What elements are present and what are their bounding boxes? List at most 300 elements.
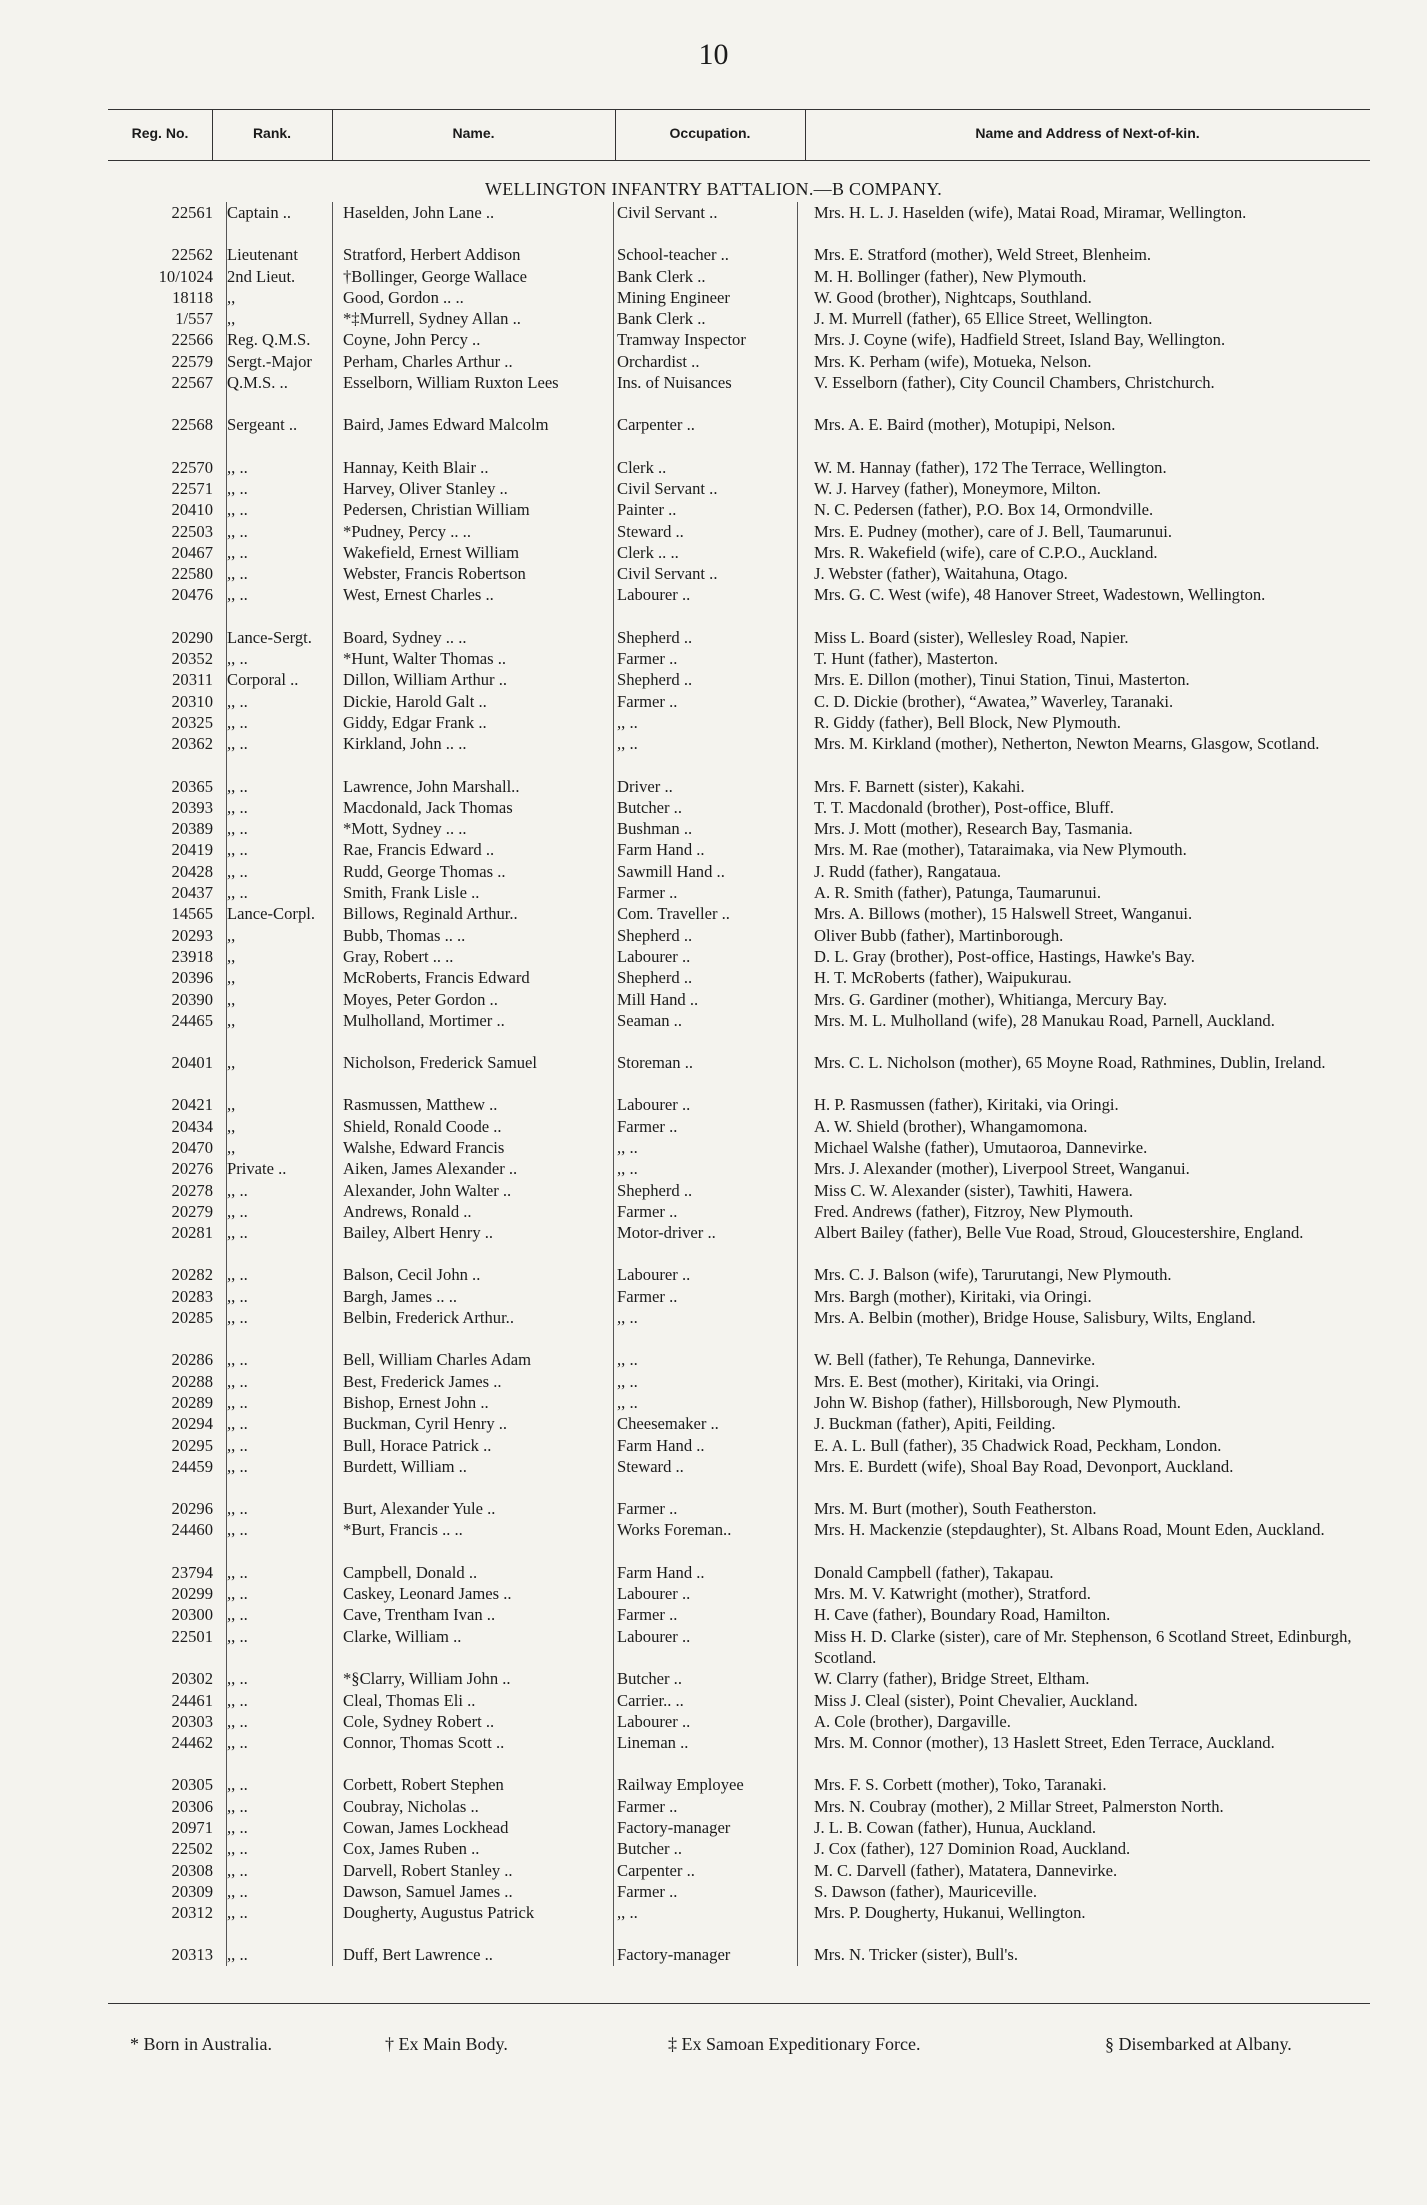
name-cell: Harvey, Oliver Stanley .. — [343, 478, 508, 498]
next-of-kin-cell: Miss J. Cleal (sister), Point Chevalier, Auckland. — [814, 1690, 1138, 1710]
next-of-kin-cell: Mrs. H. Mackenzie (stepdaughter), St. Albans Road, Mount Eden, Auckland. — [814, 1520, 1325, 1540]
next-of-kin-cell: Mrs. M. Kirkland (mother), Netherton, Newton Mearns, Glasgow, Scotland. — [814, 734, 1320, 754]
table-row — [108, 1626, 1370, 1669]
reg-no-cell: 22501 — [171, 1626, 213, 1646]
occupation-cell: Labourer .. — [617, 1626, 691, 1646]
rank-cell: ,, .. — [227, 1201, 248, 1221]
rank-cell: ,, .. — [227, 1562, 248, 1582]
table-row — [108, 1944, 1370, 1965]
rank-cell: ,, .. — [227, 1669, 248, 1689]
table-row — [108, 202, 1370, 223]
occupation-cell: Shepherd .. — [617, 627, 693, 647]
occupation-cell: ,, .. — [617, 1159, 638, 1179]
occupation-cell: Shepherd .. — [617, 925, 693, 945]
next-of-kin-cell: W. Bell (father), Te Rehunga, Dannevirke. — [814, 1350, 1096, 1370]
table-row — [108, 1094, 1370, 1115]
name-cell: *Mott, Sydney .. .. — [343, 819, 467, 839]
table-row — [108, 1286, 1370, 1307]
occupation-cell: Shepherd .. — [617, 670, 693, 690]
reg-no-cell: 20393 — [171, 797, 213, 817]
reg-no-cell: 20401 — [171, 1053, 213, 1073]
reg-no-cell: 22570 — [171, 457, 213, 477]
row-spacer — [108, 1477, 1370, 1498]
rank-cell: ,, — [227, 309, 236, 329]
occupation-cell: Farmer .. — [617, 1286, 678, 1306]
next-of-kin-cell: Mrs. G. C. West (wife), 48 Hanover Street, Wadestown, Wellington. — [814, 585, 1266, 605]
reg-no-cell: 20467 — [171, 542, 213, 562]
table-row — [108, 882, 1370, 903]
table-row — [108, 1881, 1370, 1902]
next-of-kin-cell: Mrs. M. Burt (mother), South Featherston. — [814, 1499, 1097, 1519]
rank-cell: ,, .. — [227, 649, 248, 669]
rank-cell: ,, .. — [227, 1903, 248, 1923]
name-cell: Clarke, William .. — [343, 1626, 462, 1646]
reg-no-cell: 20282 — [171, 1265, 213, 1285]
name-cell: Mulholland, Mortimer .. — [343, 1010, 505, 1030]
reg-no-cell: 22567 — [171, 373, 213, 393]
name-cell: Rasmussen, Matthew .. — [343, 1095, 498, 1115]
reg-no-cell: 20419 — [171, 840, 213, 860]
table-row — [108, 563, 1370, 584]
table-row — [108, 669, 1370, 690]
next-of-kin-cell: Albert Bailey (father), Belle Vue Road, Stroud, Gloucestershire, England. — [814, 1223, 1304, 1243]
name-cell: Cowan, James Lockhead — [343, 1818, 509, 1837]
occupation-cell: Farmer .. — [617, 1201, 678, 1221]
reg-no-cell: 20313 — [171, 1945, 213, 1965]
next-of-kin-cell: Mrs. M. L. Mulholland (wife), 28 Manukau Road, Parnell, Auckland. — [814, 1010, 1275, 1030]
occupation-cell: Farmer .. — [617, 1499, 678, 1519]
next-of-kin-cell: R. Giddy (father), Bell Block, New Plymouth. — [814, 712, 1121, 732]
next-of-kin-cell: Mrs. E. Burdett (wife), Shoal Bay Road, Devonport, Auckland. — [814, 1456, 1234, 1476]
table-row — [108, 1201, 1370, 1222]
next-of-kin-cell: Mrs. J. Coyne (wife), Hadfield Street, Island Bay, Wellington. — [814, 330, 1226, 350]
row-spacer — [108, 755, 1370, 776]
name-cell: Dawson, Samuel James .. — [343, 1881, 513, 1901]
name-cell: Coubray, Nicholas .. — [343, 1796, 479, 1816]
rank-cell: ,, .. — [227, 1733, 248, 1753]
rank-cell: ,, .. — [227, 883, 248, 903]
reg-no-cell: 22580 — [171, 564, 213, 584]
next-of-kin-cell: Mrs. A. Belbin (mother), Bridge House, Salisbury, Wilts, England. — [814, 1308, 1256, 1328]
name-cell: Billows, Reginald Arthur.. — [343, 904, 518, 924]
col-header-occupation: Occupation. — [669, 125, 751, 141]
rank-cell: ,, — [227, 1095, 236, 1115]
occupation-cell: ,, .. — [617, 1392, 638, 1412]
name-cell: Stratford, Herbert Addison — [343, 245, 521, 265]
rank-cell: Private .. — [227, 1159, 287, 1179]
table-row — [108, 797, 1370, 818]
table-row — [108, 542, 1370, 563]
next-of-kin-cell: Mrs. H. L. J. Haselden (wife), Matai Road, Miramar, Wellington. — [814, 203, 1247, 222]
next-of-kin-cell: J. Webster (father), Waitahuna, Otago. — [814, 564, 1068, 584]
row-spacer — [108, 1328, 1370, 1349]
rank-cell: ,, .. — [227, 1414, 248, 1434]
table-row — [108, 776, 1370, 797]
reg-no-cell: 20352 — [171, 649, 213, 669]
rank-cell: Lieutenant — [227, 245, 298, 265]
occupation-cell: Orchardist .. — [617, 351, 700, 371]
name-cell: Wakefield, Ernest William — [343, 542, 520, 562]
rank-cell: ,, .. — [227, 1881, 248, 1901]
reg-no-cell: 22566 — [171, 330, 213, 350]
name-cell: Aiken, James Alexander .. — [343, 1159, 518, 1179]
rank-cell: ,, — [227, 1010, 236, 1030]
next-of-kin-cell: Mrs. Bargh (mother), Kiritaki, via Oringi. — [814, 1286, 1092, 1306]
rank-cell: ,, — [227, 968, 236, 988]
table-row — [108, 861, 1370, 882]
next-of-kin-cell: Mrs. C. J. Balson (wife), Tarurutangi, New Plymouth. — [814, 1265, 1172, 1285]
table-row — [108, 839, 1370, 860]
rank-cell: ,, .. — [227, 1456, 248, 1476]
occupation-cell: ,, .. — [617, 712, 638, 732]
row-spacer — [108, 436, 1370, 457]
name-cell: Bull, Horace Patrick .. — [343, 1435, 492, 1455]
name-cell: Dougherty, Augustus Patrick — [343, 1903, 535, 1923]
next-of-kin-cell: Mrs. N. Coubray (mother), 2 Millar Street, Palmerston North. — [814, 1796, 1224, 1816]
reg-no-cell: 20396 — [171, 968, 213, 988]
name-cell: Bubb, Thomas .. .. — [343, 925, 466, 945]
table-row — [108, 733, 1370, 754]
table-row — [108, 478, 1370, 499]
reg-no-cell: 24465 — [171, 1010, 213, 1030]
next-of-kin-cell: J. M. Murrell (father), 65 Ellice Street, Wellington. — [814, 309, 1153, 329]
next-of-kin-cell: Mrs. A. Billows (mother), 15 Halswell Street, Wanganui. — [814, 904, 1193, 924]
next-of-kin-cell: Mrs. F. S. Corbett (mother), Toko, Taranaki. — [814, 1775, 1107, 1795]
next-of-kin-cell: Mrs. E. Best (mother), Kiritaki, via Oringi. — [814, 1371, 1100, 1391]
rank-cell: ,, .. — [227, 585, 248, 605]
next-of-kin-cell: J. Cox (father), 127 Dominion Road, Auckland. — [814, 1839, 1131, 1859]
name-cell: Bargh, James .. .. — [343, 1286, 457, 1306]
occupation-cell: ,, .. — [617, 1903, 638, 1923]
name-cell: Macdonald, Jack Thomas — [343, 797, 513, 817]
rank-cell: ,, — [227, 946, 236, 966]
occupation-cell: Bushman .. — [617, 819, 693, 839]
row-spacer — [108, 1073, 1370, 1094]
name-cell: Lawrence, John Marshall.. — [343, 776, 520, 796]
next-of-kin-cell: J. Rudd (father), Rangataua. — [814, 861, 1002, 881]
reg-no-cell: 14565 — [171, 904, 213, 924]
reg-no-cell: 20283 — [171, 1286, 213, 1306]
reg-no-cell: 20303 — [171, 1711, 213, 1731]
occupation-cell: Bank Clerk .. — [617, 266, 706, 286]
rank-cell: ,, .. — [227, 712, 248, 732]
table-row — [108, 989, 1370, 1010]
name-cell: *Burt, Francis .. .. — [343, 1520, 463, 1540]
occupation-cell: Labourer .. — [617, 946, 691, 966]
reg-no-cell: 10/1024 — [158, 266, 213, 286]
occupation-cell: Tramway Inspector — [617, 330, 746, 350]
name-cell: Connor, Thomas Scott .. — [343, 1733, 505, 1753]
table-row — [108, 329, 1370, 350]
table-row — [108, 1010, 1370, 1031]
occupation-cell: Driver .. — [617, 776, 673, 796]
name-cell: Hannay, Keith Blair .. — [343, 457, 489, 477]
name-cell: Giddy, Edgar Frank .. — [343, 712, 487, 732]
table-row — [108, 1498, 1370, 1519]
roster-table — [108, 202, 1370, 1966]
name-cell: Campbell, Donald .. — [343, 1562, 478, 1582]
next-of-kin-cell: Mrs. M. Rae (mother), Tataraimaka, via New Plymouth. — [814, 840, 1187, 860]
reg-no-cell: 20276 — [171, 1159, 213, 1179]
footnotes — [0, 2034, 1427, 2060]
table-row — [108, 1902, 1370, 1923]
reg-no-cell: 18118 — [172, 287, 213, 307]
row-spacer — [108, 1243, 1370, 1264]
reg-no-cell: 22568 — [171, 415, 213, 435]
row-spacer — [108, 1753, 1370, 1774]
rank-cell: ,, .. — [227, 1392, 248, 1412]
rank-cell: ,, .. — [227, 861, 248, 881]
next-of-kin-cell: J. Buckman (father), Apiti, Feilding. — [814, 1414, 1056, 1434]
table-row — [108, 648, 1370, 669]
reg-no-cell: 22561 — [171, 203, 213, 222]
table-row — [108, 457, 1370, 478]
reg-no-cell: 20470 — [171, 1137, 213, 1157]
occupation-cell: Shepherd .. — [617, 1180, 693, 1200]
occupation-cell: Butcher .. — [617, 797, 682, 817]
next-of-kin-cell: J. L. B. Cowan (father), Hunua, Auckland. — [814, 1818, 1097, 1837]
table-row — [108, 946, 1370, 967]
occupation-cell: Farmer .. — [617, 649, 678, 669]
next-of-kin-cell: Miss C. W. Alexander (sister), Tawhiti, Hawera. — [814, 1180, 1133, 1200]
table-row — [108, 1371, 1370, 1392]
rank-cell: ,, .. — [227, 1711, 248, 1731]
name-cell: Dickie, Harold Galt .. — [343, 691, 487, 711]
table-row — [108, 1264, 1370, 1285]
reg-no-cell: 23918 — [171, 946, 213, 966]
name-cell: Gray, Robert .. .. — [343, 946, 454, 966]
next-of-kin-cell: W. Clarry (father), Bridge Street, Eltham. — [814, 1669, 1090, 1689]
occupation-cell: Civil Servant .. — [617, 564, 718, 584]
rank-cell: ,, .. — [227, 1818, 248, 1837]
table-row — [108, 584, 1370, 605]
name-cell: Andrews, Ronald .. — [343, 1201, 472, 1221]
table-row — [108, 1796, 1370, 1817]
occupation-cell: Carpenter .. — [617, 415, 695, 435]
next-of-kin-cell: Mrs. A. E. Baird (mother), Motupipi, Nelson. — [814, 415, 1116, 435]
name-cell: Burdett, William .. — [343, 1456, 467, 1476]
reg-no-cell: 24461 — [171, 1690, 213, 1710]
rank-cell: Reg. Q.M.S. — [227, 330, 311, 350]
name-cell: Walshe, Edward Francis — [343, 1137, 505, 1157]
reg-no-cell: 20279 — [171, 1201, 213, 1221]
rank-cell: ,, .. — [227, 1520, 248, 1540]
reg-no-cell: 20288 — [171, 1371, 213, 1391]
reg-no-cell: 20285 — [171, 1308, 213, 1328]
reg-no-cell: 22571 — [171, 478, 213, 498]
table-row — [108, 818, 1370, 839]
rank-cell: ,, .. — [227, 1690, 248, 1710]
name-cell: Caskey, Leonard James .. — [343, 1584, 512, 1604]
occupation-cell: Farmer .. — [617, 1116, 678, 1136]
name-cell: Baird, James Edward Malcolm — [343, 415, 549, 435]
rank-cell: 2nd Lieut. — [227, 266, 296, 286]
rank-cell: ,, .. — [227, 1371, 248, 1391]
table-row — [108, 967, 1370, 988]
next-of-kin-cell: H. P. Rasmussen (father), Kiritaki, via Oringi. — [814, 1095, 1119, 1115]
rank-cell: ,, .. — [227, 1945, 248, 1965]
table-row — [108, 499, 1370, 520]
occupation-cell: Farm Hand .. — [617, 1562, 705, 1582]
reg-no-cell: 20971 — [171, 1818, 213, 1837]
table-row — [108, 627, 1370, 648]
rank-cell: ,, — [227, 989, 236, 1009]
reg-no-cell: 20312 — [171, 1903, 213, 1923]
rank-cell: ,, .. — [227, 1265, 248, 1285]
occupation-cell: Factory-manager — [617, 1945, 731, 1965]
next-of-kin-cell: John W. Bishop (father), Hillsborough, New Plymouth. — [814, 1392, 1181, 1412]
reg-no-cell: 20300 — [171, 1605, 213, 1625]
next-of-kin-cell: Mrs. E. Stratford (mother), Weld Street, Blenheim. — [814, 245, 1152, 265]
next-of-kin-cell: Miss L. Board (sister), Wellesley Road, Napier. — [814, 627, 1129, 647]
name-cell: *Hunt, Walter Thomas .. — [343, 649, 507, 669]
next-of-kin-cell: A. R. Smith (father), Patunga, Taumarunui. — [814, 883, 1102, 903]
rank-cell: ,, .. — [227, 1499, 248, 1519]
next-of-kin-cell: D. L. Gray (brother), Post-office, Hastings, Hawke's Bay. — [814, 946, 1195, 966]
rank-cell: Captain .. — [227, 203, 292, 222]
rank-cell: ,, .. — [227, 1796, 248, 1816]
page-number: 10 — [698, 38, 729, 71]
table-row — [108, 712, 1370, 733]
reg-no-cell: 20296 — [171, 1499, 213, 1519]
occupation-cell: Shepherd .. — [617, 968, 693, 988]
rank-cell: ,, .. — [227, 691, 248, 711]
reg-no-cell: 20290 — [171, 627, 213, 647]
reg-no-cell: 22503 — [171, 521, 213, 541]
table-row — [108, 1435, 1370, 1456]
name-cell: Burt, Alexander Yule .. — [343, 1499, 496, 1519]
reg-no-cell: 22579 — [171, 351, 213, 371]
name-cell: Belbin, Frederick Arthur.. — [343, 1308, 514, 1328]
rank-cell: Lance-Sergt. — [227, 627, 312, 647]
occupation-cell: Storeman .. — [617, 1053, 694, 1073]
next-of-kin-cell: Michael Walshe (father), Umutaoroa, Dannevirke. — [814, 1137, 1148, 1157]
table-row — [108, 308, 1370, 329]
reg-no-cell: 20309 — [171, 1881, 213, 1901]
occupation-cell: Painter .. — [617, 500, 677, 520]
occupation-cell: ,, .. — [617, 1308, 638, 1328]
name-cell: Cave, Trentham Ivan .. — [343, 1605, 496, 1625]
table-row — [108, 521, 1370, 542]
occupation-cell: Mill Hand .. — [617, 989, 699, 1009]
name-cell: Darvell, Robert Stanley .. — [343, 1860, 513, 1880]
next-of-kin-cell: T. Hunt (father), Masterton. — [814, 649, 999, 669]
rank-cell: ,, .. — [227, 1350, 248, 1370]
next-of-kin-cell: W. Good (brother), Nightcaps, Southland. — [814, 287, 1092, 307]
occupation-cell: Carpenter .. — [617, 1860, 695, 1880]
rank-cell: ,, .. — [227, 1605, 248, 1625]
reg-no-cell: 20476 — [171, 585, 213, 605]
rank-cell: Sergt.-Major — [227, 351, 312, 371]
name-cell: Best, Frederick James .. — [343, 1371, 502, 1391]
occupation-cell: Clerk .. .. — [617, 542, 679, 562]
name-cell: Coyne, John Percy .. — [343, 330, 481, 350]
row-spacer — [108, 1031, 1370, 1052]
reg-no-cell: 20362 — [171, 734, 213, 754]
next-of-kin-cell: M. C. Darvell (father), Matatera, Dannevirke. — [814, 1860, 1118, 1880]
rank-cell: Corporal .. — [227, 670, 299, 690]
table-row — [108, 244, 1370, 265]
table-row — [108, 1817, 1370, 1838]
name-cell: Good, Gordon .. .. — [343, 287, 464, 307]
name-cell: Board, Sydney .. .. — [343, 627, 467, 647]
table-row — [108, 1668, 1370, 1689]
reg-no-cell: 20299 — [171, 1584, 213, 1604]
next-of-kin-cell: Miss H. D. Clarke (sister), care of Mr. Stephenson, 6 Scotland Street, Edinburgh, Scotland. — [814, 1626, 1352, 1667]
reg-no-cell: 24460 — [171, 1520, 213, 1540]
reg-no-cell: 20365 — [171, 776, 213, 796]
table-row — [108, 351, 1370, 372]
col-header-rank: Rank. — [252, 125, 292, 141]
name-cell: †Bollinger, George Wallace — [343, 266, 528, 286]
rank-cell: ,, .. — [227, 1286, 248, 1306]
name-cell: Webster, Francis Robertson — [343, 564, 526, 584]
occupation-cell: Sawmill Hand .. — [617, 861, 725, 881]
next-of-kin-cell: Mrs. J. Mott (mother), Research Bay, Tasmania. — [814, 819, 1133, 839]
reg-no-cell: 20434 — [171, 1116, 213, 1136]
table-row — [108, 1456, 1370, 1477]
next-of-kin-cell: Mrs. K. Perham (wife), Motueka, Nelson. — [814, 351, 1092, 371]
reg-no-cell: 20305 — [171, 1775, 213, 1795]
table-row — [108, 1860, 1370, 1881]
col-header-reg-no: Reg. No. — [131, 125, 189, 141]
reg-no-cell: 20390 — [171, 989, 213, 1009]
occupation-cell: School-teacher .. — [617, 245, 729, 265]
rank-cell: ,, .. — [227, 564, 248, 584]
name-cell: *‡Murrell, Sydney Allan .. — [343, 309, 521, 329]
rank-cell: ,, .. — [227, 1435, 248, 1455]
header-rule-bottom — [108, 160, 1370, 161]
table-row — [108, 1519, 1370, 1540]
table-row — [108, 1307, 1370, 1328]
table-row — [108, 1690, 1370, 1711]
table-row — [108, 414, 1370, 435]
occupation-cell: Carrier.. .. — [617, 1690, 684, 1710]
next-of-kin-cell: Mrs. M. V. Katwright (mother), Stratford. — [814, 1584, 1091, 1604]
roster-body — [108, 202, 1370, 1966]
rank-cell: ,, .. — [227, 500, 248, 520]
reg-no-cell: 20295 — [171, 1435, 213, 1455]
table-row — [108, 1222, 1370, 1243]
footnote-disembarked: § Disembarked at Albany. — [1105, 2034, 1292, 2054]
reg-no-cell: 20306 — [171, 1796, 213, 1816]
name-cell: Kirkland, John .. .. — [343, 734, 467, 754]
row-spacer — [108, 223, 1370, 244]
next-of-kin-cell: S. Dawson (father), Mauriceville. — [814, 1881, 1038, 1901]
occupation-cell: Labourer .. — [617, 1265, 691, 1285]
name-cell: Esselborn, William Ruxton Lees — [343, 373, 559, 393]
occupation-cell: Labourer .. — [617, 1711, 691, 1731]
reg-no-cell: 20286 — [171, 1350, 213, 1370]
next-of-kin-cell: A. Cole (brother), Dargaville. — [814, 1711, 1011, 1731]
rank-cell: ,, .. — [227, 1584, 248, 1604]
table-row — [108, 1838, 1370, 1859]
reg-no-cell: 20302 — [171, 1669, 213, 1689]
row-spacer — [108, 1541, 1370, 1562]
occupation-cell: Com. Traveller .. — [617, 904, 730, 924]
reg-no-cell: 24462 — [171, 1733, 213, 1753]
next-of-kin-cell: H. T. McRoberts (father), Waipukurau. — [814, 968, 1072, 988]
name-cell: McRoberts, Francis Edward — [343, 968, 530, 988]
next-of-kin-cell: Mrs. P. Dougherty, Hukanui, Wellington. — [814, 1903, 1086, 1923]
name-cell: Rae, Francis Edward .. — [343, 840, 495, 860]
rank-cell: ,, .. — [227, 1308, 248, 1328]
table-row — [108, 1732, 1370, 1753]
next-of-kin-cell: Mrs. M. Connor (mother), 13 Haslett Street, Eden Terrace, Auckland. — [814, 1733, 1275, 1753]
reg-no-cell: 20294 — [171, 1414, 213, 1434]
next-of-kin-cell: Donald Campbell (father), Takapau. — [814, 1562, 1054, 1582]
rank-cell: ,, — [227, 1116, 236, 1136]
